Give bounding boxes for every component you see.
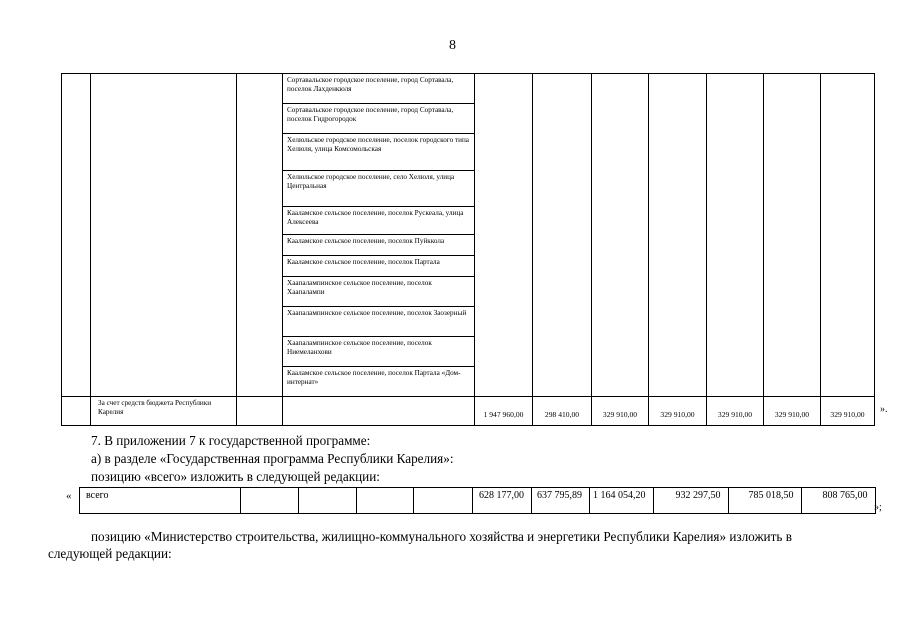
funding-value: 298 410,00 [533,397,592,426]
empty-cell [62,74,91,397]
paragraph: следующей редакции: [48,546,172,561]
empty-cell [592,74,649,397]
paragraph: позицию «всего» изложить в следующей редакции: [91,469,380,484]
location-cell: Хаапалампинское сельское поселение, поселок Ниемеланхови [283,337,475,367]
empty-cell [357,488,414,514]
closing-quote: ». [880,404,888,415]
empty-cell [283,397,475,426]
location-cell: Хелюльское городское поселение, село Хелюля, улица Центральная [283,171,475,207]
total-value: 1 164 054,20 [590,488,654,514]
empty-cell [299,488,357,514]
empty-cell [821,74,875,397]
empty-cell [533,74,592,397]
location-cell: Кааламское сельское поселение, поселок Рускеала, улица Алексеева [283,207,475,235]
empty-cell [707,74,764,397]
empty-cell [237,74,283,397]
total-value: 785 018,50 [728,488,801,514]
opening-quote: « [66,490,72,502]
empty-cell [475,74,533,397]
location-cell: Хаапалампинское сельское поселение, поселок Хаапалампи [283,277,475,307]
location-cell: Кааламское сельское поселение, поселок Партала «Дом-интернат» [283,367,475,397]
paragraph: 7. В приложении 7 к государственной программе: [91,433,371,448]
closing-quote: »; [874,502,882,513]
empty-cell [62,397,91,426]
location-cell: Сортавальское городское поселение, город Сортавала, поселок Лахденкюля [283,74,475,104]
total-value: 637 795,89 [532,488,590,514]
empty-cell [241,488,299,514]
total-value: 808 765,00 [801,488,875,514]
funding-table [61,73,875,426]
empty-cell [237,397,283,426]
paragraph: а) в разделе «Государственная программа Республики Карелия»: [91,451,454,466]
location-cell: Сортавальское городское поселение, город Сортавала, поселок Гидрогородок [283,104,475,134]
total-value: 932 297,50 [653,488,728,514]
location-cell: Хелюльское городское поселение, поселок городского типа Хелюля, улица Комсомольская [283,134,475,171]
total-label: всего [80,488,241,514]
funding-source-label: За счет средств бюджета Республики Карелия [91,397,237,426]
funding-value: 329 910,00 [707,397,764,426]
funding-value: 1 947 960,00 [475,397,533,426]
location-cell: Кааламское сельское поселение, поселок Пуйккола [283,235,475,256]
empty-cell [91,74,237,397]
paragraph: позицию «Министерство строительства, жилищно-коммунального хозяйства и энергетики Республики Карелия» изложить в [91,529,792,544]
empty-cell [649,74,707,397]
funding-value: 329 910,00 [649,397,707,426]
total-row-table [79,487,876,514]
funding-value: 329 910,00 [764,397,821,426]
location-cell: Кааламское сельское поселение, поселок Партала [283,256,475,277]
empty-cell [414,488,473,514]
location-cell: Хаапалампинское сельское поселение, поселок Заозерный [283,307,475,337]
page-number: 8 [449,38,456,53]
funding-value: 329 910,00 [821,397,875,426]
empty-cell [764,74,821,397]
funding-value: 329 910,00 [592,397,649,426]
total-value: 628 177,00 [473,488,532,514]
